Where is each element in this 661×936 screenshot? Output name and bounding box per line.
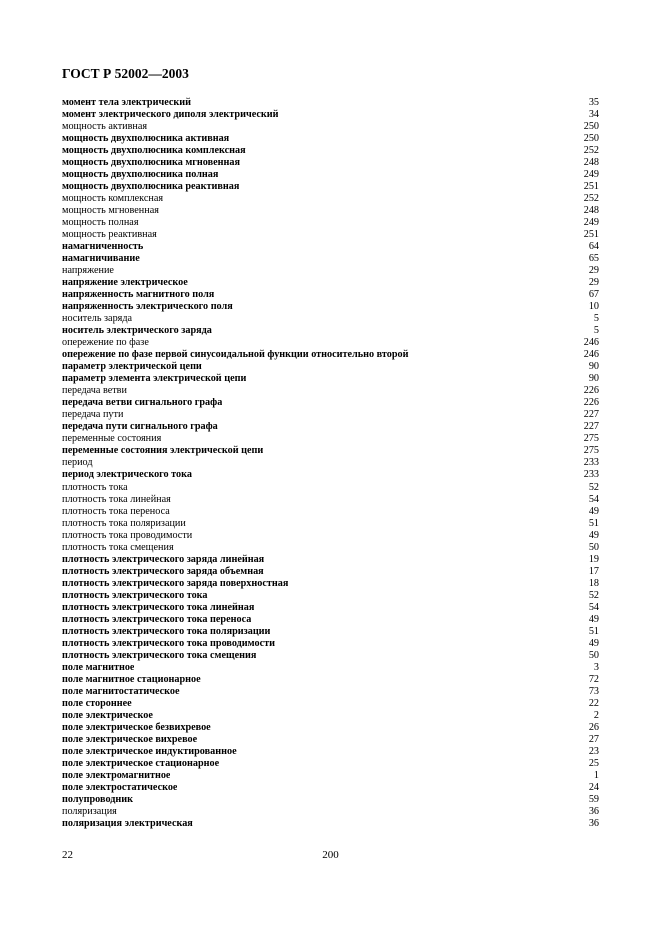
index-entry xyxy=(62,734,599,746)
index-entry xyxy=(62,445,599,457)
index-page-number: 34 xyxy=(588,109,599,121)
index-term: плотность тока поляризации xyxy=(62,517,186,529)
index-page-number: 49 xyxy=(588,637,599,649)
index-entry xyxy=(62,506,599,518)
index-page-number: 17 xyxy=(588,565,599,577)
index-page-number: 50 xyxy=(588,541,599,553)
index-page-number: 19 xyxy=(588,553,599,565)
index-page-number: 246 xyxy=(583,337,599,349)
index-entry xyxy=(62,818,599,830)
index-term: поле электростатическое xyxy=(62,781,178,793)
index-term: поле электрическое безвихревое xyxy=(62,721,211,733)
index-term: поляризация xyxy=(62,805,117,817)
index-entry xyxy=(62,710,599,722)
index-term: поле магнитное стационарное xyxy=(62,673,201,685)
index-term: мощность двухполюсника реактивная xyxy=(62,181,240,193)
index-page-number: 18 xyxy=(588,577,599,589)
index-term: опережение по фазе первой синусоидальной функции относительно второй xyxy=(62,349,409,361)
index-entry xyxy=(62,397,599,409)
index-page-number: 90 xyxy=(588,361,599,373)
index-entry xyxy=(62,145,599,157)
index-entry xyxy=(62,554,599,566)
index-term: мощность реактивная xyxy=(62,229,157,241)
index-term: мощность двухполюсника активная xyxy=(62,133,230,145)
index-page-number: 233 xyxy=(583,469,599,481)
index-entry xyxy=(62,602,599,614)
index-entry xyxy=(62,301,599,313)
index-entry xyxy=(62,133,599,145)
index-page-number: 251 xyxy=(583,181,599,193)
index-term: намагниченность xyxy=(62,241,144,253)
index-term: поле магнитостатическое xyxy=(62,685,180,697)
index-term: переменные состояния xyxy=(62,433,162,445)
index-entry xyxy=(62,530,599,542)
index-term: напряжение электрическое xyxy=(62,277,188,289)
index-term: поле электрическое индуктированное xyxy=(62,745,237,757)
index-page-number: 2 xyxy=(593,709,599,721)
index-page-number: 249 xyxy=(583,169,599,181)
index-page-number: 54 xyxy=(588,601,599,613)
index-page-number: 23 xyxy=(588,745,599,757)
index-page-number: 29 xyxy=(588,277,599,289)
index-page-number: 26 xyxy=(588,721,599,733)
document-header: ГОСТ Р 52002—2003 xyxy=(62,66,189,81)
index-term: передача ветви xyxy=(62,385,127,397)
index-term: параметр электрической цепи xyxy=(62,361,202,373)
index-entry xyxy=(62,97,599,109)
index-page-number: 49 xyxy=(588,505,599,517)
index-entry xyxy=(62,169,599,181)
index-page-number: 226 xyxy=(583,385,599,397)
index-entry xyxy=(62,794,599,806)
index-page-number: 246 xyxy=(583,349,599,361)
index-term: напряженность электрического поля xyxy=(62,301,233,313)
index-term: плотность электрического тока смещения xyxy=(62,649,257,661)
index-entry xyxy=(62,626,599,638)
index-page-number: 49 xyxy=(588,529,599,541)
index-term: носитель заряда xyxy=(62,313,133,325)
index-entry xyxy=(62,409,599,421)
index-page-number: 36 xyxy=(588,805,599,817)
index-term: плотность тока проводимости xyxy=(62,529,193,541)
index-term: плотность тока xyxy=(62,481,128,493)
index-entry xyxy=(62,566,599,578)
index-entry xyxy=(62,121,599,133)
index-entry xyxy=(62,361,599,373)
index-entry xyxy=(62,494,599,506)
index-entry xyxy=(62,349,599,361)
index-term: опережение по фазе xyxy=(62,337,149,349)
index-term: поле электрическое xyxy=(62,709,153,721)
index-term: плотность электрического тока проводимости xyxy=(62,637,275,649)
index-page-number: 227 xyxy=(583,409,599,421)
index-entry xyxy=(62,614,599,626)
index-entry xyxy=(62,674,599,686)
index-entry xyxy=(62,325,599,337)
index-entry xyxy=(62,638,599,650)
index-page-number: 50 xyxy=(588,649,599,661)
index-entry xyxy=(62,313,599,325)
index-entry xyxy=(62,373,599,385)
index-term: мощность активная xyxy=(62,121,148,133)
index-term: момент тела электрический xyxy=(62,97,191,108)
index-term: поле стороннее xyxy=(62,697,132,709)
index-entry xyxy=(62,782,599,794)
index-page-number: 252 xyxy=(583,145,599,157)
index-page-number: 72 xyxy=(588,673,599,685)
index-entry xyxy=(62,385,599,397)
index-term: плотность электрического заряда линейная xyxy=(62,553,265,565)
index-page-number: 51 xyxy=(588,517,599,529)
index-term: полупроводник xyxy=(62,793,134,805)
index-page-number: 29 xyxy=(588,265,599,277)
index-page-number: 73 xyxy=(588,685,599,697)
index-entry xyxy=(62,518,599,530)
index-page-number: 67 xyxy=(588,289,599,301)
index-page-number: 35 xyxy=(588,97,599,108)
index-page-number: 49 xyxy=(588,613,599,625)
index-entry xyxy=(62,578,599,590)
index-term: поле магнитное xyxy=(62,661,135,673)
index-term: поляризация электрическая xyxy=(62,817,193,829)
footer-page-number: 22 xyxy=(62,849,73,861)
index-term: напряженность магнитного поля xyxy=(62,289,215,301)
index-term: плотность тока смещения xyxy=(62,541,174,553)
index-term: плотность тока переноса xyxy=(62,505,170,517)
index-entry xyxy=(62,758,599,770)
index-term: мощность двухполюсника полная xyxy=(62,169,219,181)
index-entry xyxy=(62,433,599,445)
index-page-number: 226 xyxy=(583,397,599,409)
index-page-number: 52 xyxy=(588,589,599,601)
index-entry xyxy=(62,289,599,301)
index-term: плотность электрического заряда поверхностная xyxy=(62,577,289,589)
index-entry xyxy=(62,662,599,674)
index-entry xyxy=(62,650,599,662)
index-page-number: 10 xyxy=(588,301,599,313)
index-term: период xyxy=(62,457,93,469)
index-entry xyxy=(62,722,599,734)
index-entry xyxy=(62,590,599,602)
index-term: мощность двухполюсника мгновенная xyxy=(62,157,241,169)
index-page-number: 90 xyxy=(588,373,599,385)
index-page-number: 51 xyxy=(588,625,599,637)
index-page-number: 250 xyxy=(583,133,599,145)
index-term: параметр элемента электрической цепи xyxy=(62,373,247,385)
footer-center-number: 200 xyxy=(322,849,339,861)
index-entry xyxy=(62,157,599,169)
index-entry xyxy=(62,686,599,698)
index-term: напряжение xyxy=(62,265,114,277)
index-term: плотность тока линейная xyxy=(62,493,171,505)
index-term: намагничивание xyxy=(62,253,140,265)
index-entry xyxy=(62,181,599,193)
index-term: передача пути сигнального графа xyxy=(62,421,218,433)
index-entry xyxy=(62,229,599,241)
index-entry xyxy=(62,205,599,217)
index-entry xyxy=(62,337,599,349)
index-entry xyxy=(62,241,599,253)
index-term: момент электрического диполя электрический xyxy=(62,109,279,121)
index-page-number: 65 xyxy=(588,253,599,265)
term-index-list xyxy=(62,97,599,830)
index-page-number: 64 xyxy=(588,241,599,253)
index-page-number: 275 xyxy=(583,433,599,445)
index-term: передача ветви сигнального графа xyxy=(62,397,223,409)
index-page-number: 248 xyxy=(583,157,599,169)
index-entry xyxy=(62,193,599,205)
index-page-number: 252 xyxy=(583,193,599,205)
index-term: носитель электрического заряда xyxy=(62,325,212,337)
index-page-number: 25 xyxy=(588,757,599,769)
index-entry xyxy=(62,217,599,229)
index-entry xyxy=(62,746,599,758)
index-term: плотность электрического заряда объемная xyxy=(62,565,264,577)
index-page-number: 251 xyxy=(583,229,599,241)
index-entry xyxy=(62,482,599,494)
index-term: передача пути xyxy=(62,409,124,421)
index-entry xyxy=(62,770,599,782)
index-entry xyxy=(62,469,599,481)
index-page-number: 3 xyxy=(593,661,599,673)
index-term: поле электрическое вихревое xyxy=(62,733,198,745)
index-page-number: 22 xyxy=(588,697,599,709)
index-entry xyxy=(62,109,599,121)
index-page-number: 275 xyxy=(583,445,599,457)
index-page-number: 36 xyxy=(588,817,599,829)
index-term: поле электромагнитное xyxy=(62,769,171,781)
index-term: мощность комплексная xyxy=(62,193,164,205)
index-term: плотность электрического тока линейная xyxy=(62,601,255,613)
index-term: плотность электрического тока переноса xyxy=(62,613,252,625)
index-page-number: 5 xyxy=(593,313,599,325)
index-page-number: 248 xyxy=(583,205,599,217)
index-term: переменные состояния электрической цепи xyxy=(62,445,264,457)
index-term: мощность полная xyxy=(62,217,139,229)
index-entry xyxy=(62,457,599,469)
index-page-number: 250 xyxy=(583,121,599,133)
index-entry xyxy=(62,277,599,289)
index-term: плотность электрического тока xyxy=(62,589,208,601)
index-entry xyxy=(62,253,599,265)
index-page-number: 5 xyxy=(593,325,599,337)
index-term: мощность двухполюсника комплексная xyxy=(62,145,246,157)
index-term: плотность электрического тока поляризации xyxy=(62,625,271,637)
index-page-number: 54 xyxy=(588,493,599,505)
index-page-number: 27 xyxy=(588,733,599,745)
index-entry xyxy=(62,421,599,433)
index-page-number: 1 xyxy=(593,769,599,781)
index-page-number: 59 xyxy=(588,793,599,805)
index-page-number: 233 xyxy=(583,457,599,469)
index-entry xyxy=(62,806,599,818)
index-term: поле электрическое стационарное xyxy=(62,757,220,769)
index-page-number: 249 xyxy=(583,217,599,229)
index-entry xyxy=(62,542,599,554)
index-term: период электрического тока xyxy=(62,469,192,481)
index-entry xyxy=(62,265,599,277)
index-entry xyxy=(62,698,599,710)
index-page-number: 52 xyxy=(588,481,599,493)
index-term: мощность мгновенная xyxy=(62,205,159,217)
index-page-number: 24 xyxy=(588,781,599,793)
index-page-number: 227 xyxy=(583,421,599,433)
